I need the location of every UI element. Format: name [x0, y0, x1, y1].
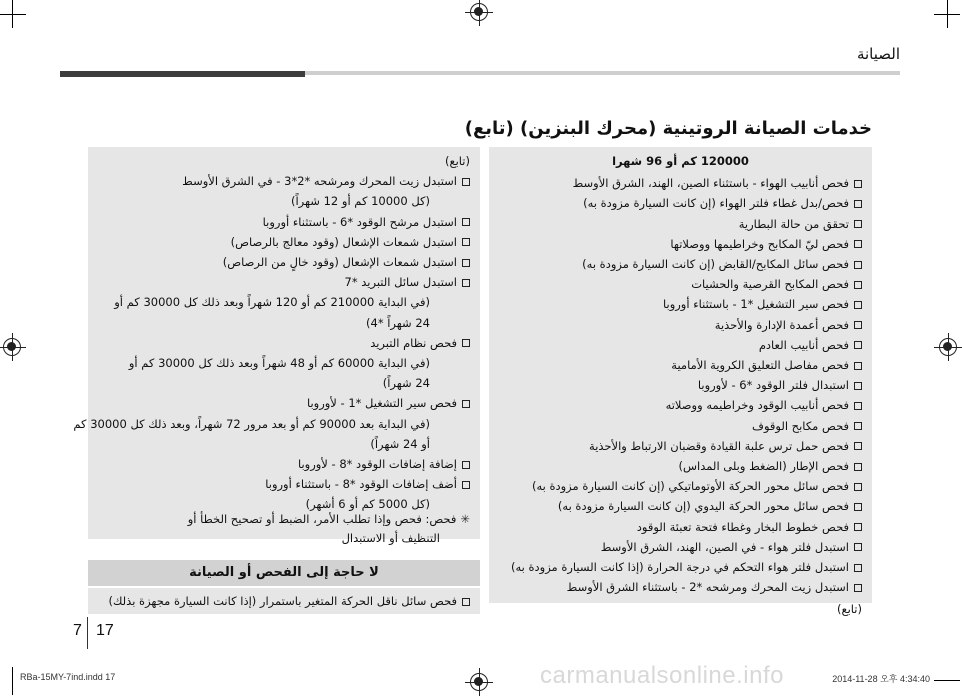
- service-item-text: استبدل سائل التبريد *7: [344, 275, 457, 290]
- checkbox-icon: [854, 220, 862, 228]
- service-interval-note: [98, 313, 470, 333]
- section-rule-accent: [60, 71, 305, 77]
- service-item: [499, 274, 862, 294]
- service-item-text: فحص الإطار (الضغط وبلى المداس): [678, 459, 849, 474]
- service-item: [98, 333, 470, 353]
- service-item-text: استبدل زيت المحرك ومرشحه *2*3 - في الشرق الأوسط: [182, 174, 457, 189]
- no-service-heading: لا حاجة إلى الفحص أو الصيانة: [88, 560, 480, 586]
- service-item: [499, 214, 862, 234]
- checkbox-icon: [462, 400, 470, 408]
- service-item: [499, 496, 862, 516]
- service-column-right: [489, 147, 872, 617]
- checkbox-icon: [854, 261, 862, 269]
- checkbox-icon: [462, 339, 470, 347]
- service-item-text: فحص نظام التبريد: [370, 335, 457, 350]
- checkbox-icon: [854, 301, 862, 309]
- checkbox-icon: [854, 483, 862, 491]
- checkbox-icon: [462, 178, 470, 186]
- checkbox-icon: [854, 584, 862, 592]
- checkbox-icon: [462, 238, 470, 246]
- service-item-text: فحص سير التشغيل *1 - باستثناء أوروبا: [662, 297, 849, 312]
- service-item-text: فحص سائل محور الحركة اليدوي (إن كانت السيارة مزودة به): [557, 499, 849, 514]
- checkbox-icon: [854, 543, 862, 551]
- service-item-text: استبدل مرشح الوقود *6 - باستثناء أوروبا: [262, 214, 457, 229]
- checkbox-icon: [854, 281, 862, 289]
- service-item-text: استبدل فلتر هواء التحكم في درجة الحرارة (إذا كانت السيارة مزودة به): [510, 560, 849, 575]
- service-item: [499, 517, 862, 537]
- crop-mark: [0, 14, 26, 15]
- service-interval-note: [98, 292, 470, 312]
- service-item-text: فحص المكابح القرصية والحشيات: [691, 277, 849, 292]
- service-item: [499, 395, 862, 415]
- chapter-number: 7: [73, 622, 82, 639]
- service-item-text: فحص مفاصل التعليق الكروية الأمامية: [671, 358, 849, 373]
- service-item: [499, 193, 862, 213]
- service-item-text: (كل 5000 كم أو 6 أشهر): [305, 497, 430, 512]
- note-line: فحص: فحص وإذا تطلب الأمر، الضبط أو تصحيح الخطأ أو: [187, 512, 457, 526]
- service-item: [499, 315, 862, 335]
- checkbox-icon: [462, 598, 470, 606]
- no-service-text: فحص سائل ناقل الحركة المتغير باستمرار (إذا كانت السيارة مجهزة بذلك): [108, 594, 457, 608]
- checkbox-icon: [854, 463, 862, 471]
- service-item: [499, 335, 862, 355]
- service-item: [499, 173, 862, 193]
- checkbox-icon: [854, 382, 862, 390]
- file-name: RBa-15MY-7ind.indd 17: [20, 672, 116, 682]
- service-item-text: فحص خطوط البخار وغطاء فتحة تعبئة الوقود: [636, 519, 849, 534]
- service-item-text: فحص سير التشغيل *1 - لأوروبا: [306, 396, 457, 411]
- service-item: [499, 476, 862, 496]
- checkbox-icon: [462, 481, 470, 489]
- service-item: [98, 454, 470, 474]
- service-item-text: فحص/بدل غطاء فلتر الهواء (إن كانت السيارة مزودة به): [583, 196, 849, 211]
- section-title: الصيانة: [856, 45, 900, 63]
- service-column-left: [73, 147, 480, 539]
- continued-label: (تابع): [445, 154, 470, 168]
- registration-mark-icon: [939, 338, 957, 356]
- print-datetime: 2014-11-28 오후 4:34:40: [832, 674, 930, 684]
- note-line: التنظيف أو الاستبدال: [341, 531, 440, 545]
- checkbox-icon: [854, 240, 862, 248]
- checkbox-icon: [854, 503, 862, 511]
- service-item-text: فحص سائل محور الحركة الأوتوماتيكي (إن كانت السيارة مزودة به): [531, 479, 849, 494]
- service-item-text: أو 24 شهراً): [370, 436, 430, 451]
- service-item-text: فحص سائل المكابح/القابض (إن كانت السيارة مزودة به): [582, 257, 849, 272]
- checkbox-icon: [854, 321, 862, 329]
- service-item: [98, 212, 470, 232]
- service-item: [499, 294, 862, 314]
- service-item: [98, 232, 470, 252]
- service-item-text: فحص ليّ المكابح وخراطيمها ووصلاتها: [670, 236, 849, 251]
- crop-mark: [934, 680, 960, 681]
- checkbox-icon: [462, 279, 470, 287]
- checkbox-icon: [854, 523, 862, 531]
- continued-label: (تابع): [837, 602, 862, 617]
- service-item: [499, 557, 862, 577]
- registration-mark-icon: [470, 673, 488, 691]
- service-item: [98, 474, 470, 494]
- crop-mark: [934, 14, 960, 15]
- service-item: [499, 375, 862, 395]
- checkbox-icon: [854, 180, 862, 188]
- service-item-text: فحص حمل ترس علبة القيادة وقضبان الارتباط والأحذية: [589, 438, 849, 453]
- service-item: [98, 252, 470, 272]
- watermark: carmanualsonline.info: [540, 662, 784, 689]
- asterisk-icon: ✳: [460, 512, 470, 526]
- service-item: [98, 272, 470, 292]
- service-interval-note: [98, 353, 470, 373]
- service-item-text: فحص أنابيب الوقود وخراطيمه ووصلاته: [665, 398, 849, 413]
- crop-mark: [12, 667, 13, 695]
- service-item-text: 24 شهراً): [382, 376, 430, 391]
- service-item-text: إضافة إضافات الوقود *8 - لأوروبا: [297, 457, 457, 472]
- service-item: [499, 355, 862, 375]
- service-item: [499, 456, 862, 476]
- service-interval-note: [98, 373, 470, 393]
- service-item-text: (في البداية بعد 90000 كم أو بعد مرور 72 شهراً، وبعد ذلك كل 30000 كم: [73, 416, 430, 431]
- service-item-text: استبدل زيت المحرك ومرشحه *2 - باستثناء الشرق الأوسط: [566, 580, 849, 595]
- service-item-text: أضف إضافات الوقود *8 - باستثناء أوروبا: [265, 477, 457, 492]
- page-divider: [87, 617, 88, 649]
- page-number: 17: [96, 622, 114, 639]
- service-item: [499, 577, 862, 597]
- checkbox-icon: [854, 442, 862, 450]
- service-item: [499, 537, 862, 557]
- service-item-text: 24 شهراً *4): [365, 315, 430, 330]
- service-item-text: (في البداية 210000 كم أو 120 شهراً وبعد ذلك كل 30000 كم أو: [114, 295, 430, 310]
- service-item-text: استبدل شمعات الإشعال (وقود معالج بالرصاص): [230, 234, 457, 249]
- service-item: [499, 416, 862, 436]
- service-item-text: (كل 10000 كم أو 12 شهراً): [290, 194, 430, 209]
- service-item-text: تحقق من حالة البطارية: [738, 216, 849, 231]
- service-item-text: فحص أنابيب الهواء - باستثناء الصين، الهند، الشرق الأوسط: [572, 176, 849, 191]
- service-item-text: استبدال فلتر الوقود *6 - لأوروبا: [697, 378, 849, 393]
- checkbox-icon: [462, 461, 470, 469]
- service-interval-note: [98, 191, 470, 211]
- checkbox-icon: [854, 362, 862, 370]
- service-item: [98, 393, 470, 413]
- checkbox-icon: [462, 218, 470, 226]
- checkbox-icon: [462, 259, 470, 267]
- checkbox-icon: [854, 564, 862, 572]
- service-item-text: استبدل شمعات الإشعال (وقود خالٍ من الرصاص): [222, 255, 457, 270]
- service-item-text: فحص أعمدة الإدارة والأحذية: [714, 317, 849, 332]
- checkbox-icon: [854, 341, 862, 349]
- page-title: خدمات الصيانة الروتينية (محرك البنزين) (تابع): [464, 118, 872, 139]
- interval-heading: 120000 كم أو 96 شهرا: [612, 154, 749, 168]
- service-item: [499, 234, 862, 254]
- service-item-text: استبدل فلتر هواء - في الصين، الهند، الشرق الأوسط: [600, 539, 849, 554]
- service-item-text: فحص مكابح الوقوف: [752, 418, 849, 433]
- inspection-note: [88, 510, 480, 548]
- registration-mark-icon: [470, 3, 488, 21]
- service-item: [499, 254, 862, 274]
- service-interval-note: [98, 434, 470, 454]
- checkbox-icon: [854, 422, 862, 430]
- service-item-text: فحص أنابيب العادم: [758, 337, 849, 352]
- service-item: [98, 171, 470, 191]
- service-interval-note: [73, 414, 470, 434]
- service-item: [499, 436, 862, 456]
- service-item-text: (في البداية 60000 كم أو 48 شهراً وبعد ذلك كل 30000 كم أو: [128, 356, 430, 371]
- checkbox-icon: [854, 200, 862, 208]
- registration-mark-icon: [3, 338, 21, 356]
- checkbox-icon: [854, 402, 862, 410]
- no-service-item: [88, 588, 480, 614]
